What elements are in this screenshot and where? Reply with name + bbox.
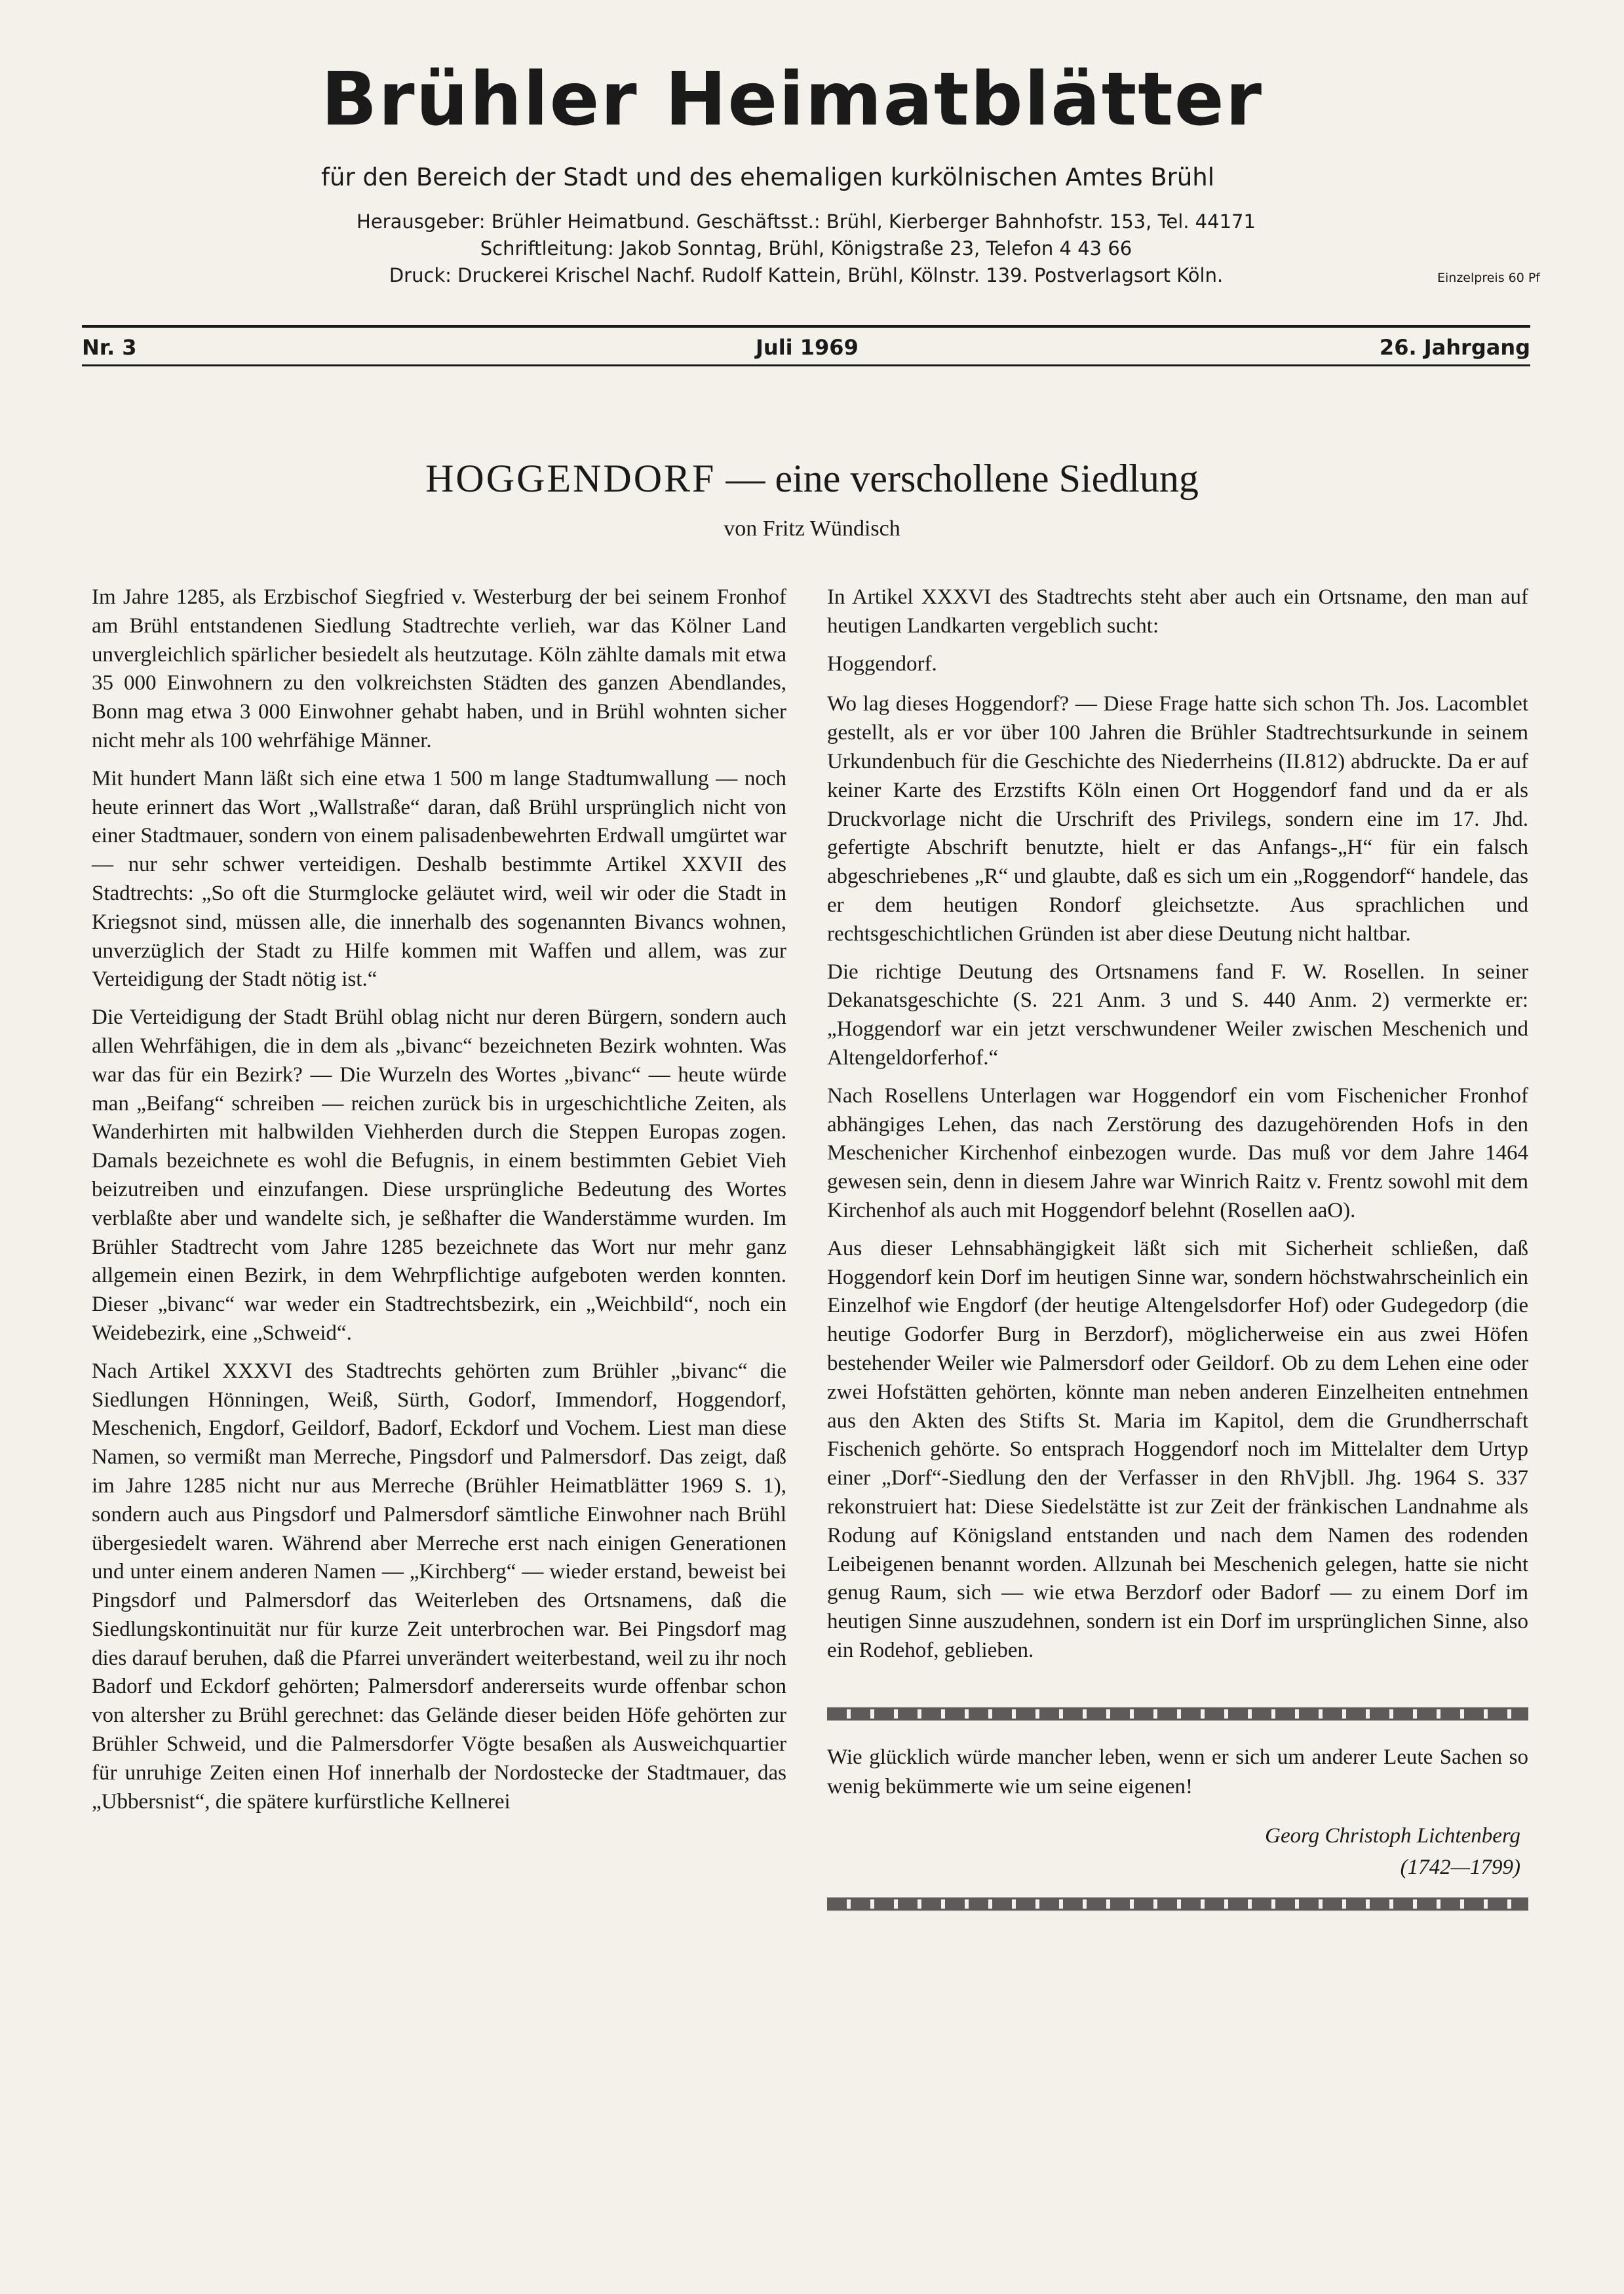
article-column-right [827,583,1528,1911]
article-column-left [92,583,786,1825]
issue-number: Nr. 3 [82,335,137,360]
ornament-divider-bottom [827,1897,1528,1911]
quote-years: (1742—1799) [1400,1855,1520,1879]
paragraph: Hoggendorf. [827,651,937,676]
paragraph: Die Verteidigung der Stadt Brühl oblag nicht nur deren Bürgern, sondern auch allen Wehrfähigen, die in dem als „bivanc“ bezeichneten Bezirk wohnten. Was war das für ein Bezirk? — Die Wurzeln des Wortes „bivanc“ — heute würde man „Beifang“ schreiben — reichen zurück bis in urgeschichtliche Zeiten, als Wanderhirten mit halbwilden Viehherden durch die Steppen Europas zogen. Damals bezeichnete es wohl die Befugnis, in einem bestimmten Gebiet Vieh beizutreiben und einzufangen. Diese ursprüngliche Bedeutung des Wortes verblaßte aber und wandelte sich, je seßhafter die Wanderstämme wurden. Im Brühler Stadtrecht vom Jahre 1285 bezeichnete das Wort nur mehr ganz allgemein einen Bezirk, in dem Wehrpflichtige aufgeboten werden konnten. Dieser „bivanc“ war weder ein Stadtrechtsbezirk, ein „Weichbild“, noch ein Weidebezirk, eine „Schweid“. [92,1005,786,1345]
quote-text: Wie glücklich würde mancher leben, wenn er sich um anderer Leute Sachen so wenig bekümmerte wie um seine eigenen! [827,1745,1528,1798]
article-title-rest: — eine verschollene Siedlung [716,457,1199,500]
paragraph: Nach Rosellens Unterlagen war Hoggendorf ein vom Fischenicher Fronhof abhängiges Lehen, das nach Zerstörung des dazugehörenden Hofs in den Meschenicher Kirchenhof einbezogen wurde. Das muß vor dem Jahre 1464 gewesen sein, denn in diesem Jahre war Winrich Raitz v. Frentz sowohl mit dem Kirchenhof als auch mit Hoggendorf belehnt (Rosellen aaO). [827,1083,1528,1222]
article-title [0,459,1624,498]
issue-volume: 26. Jahrgang [1379,335,1530,360]
single-price: Einzelpreis 60 Pf [1437,271,1540,285]
imprint-printer: Druck: Druckerei Krischel Nachf. Rudolf Kattein, Brühl, Kölnstr. 139. Postverlagsort Köln. [389,264,1224,286]
article-title-main: HOGGENDORF [425,457,716,500]
paragraph: Im Jahre 1285, als Erzbischof Siegfried v. Westerburg der bei seinem Fronhof am Brühl entstandenen Siedlung Stadtrechte verlieh, war das Kölner Land unvergleichlich spärlicher besiedelt als heutzutage. Köln zählte damals mit etwa 35 000 Einwohnern zu den volkreichsten Städten des ganzen Abendlandes, Bonn mag etwa 3 000 Einwohner gehabt haben, und in Brühl wohnten sicher nicht mehr als 100 wehrfähige Männer. [92,585,786,752]
paragraph: Nach Artikel XXXVI des Stadtrechts gehörten zum Brühler „bivanc“ die Siedlungen Hönningen, Weiß, Sürth, Godorf, Immendorf, Hoggendorf, Meschenich, Engdorf, Geildorf, Badorf, Eckdorf und Vochem. Liest man diese Namen, so vermißt man Merreche, Pingsdorf und Palmersdorf. Das zeigt, daß im Jahre 1285 nicht nur aus Merreche (Brühler Heimatblätter 1969 S. 1), sondern auch aus Pingsdorf und Palmersdorf sämtliche Einwohner nach Brühl übergesiedelt waren. Während aber Merreche erst nach einigen Generationen und unter einem anderen Namen — „Kirchberg“ — wieder erstand, beweist bei Pingsdorf und Palmersdorf das Weiterleben des Ortsnamens, daß die Siedlungskontinuität nur für kurze Zeit unterbrochen war. Bei Pingsdorf mag dies darauf beruhen, daß die Pfarrei unverändert weiterbestand, weil zu ihr noch Badorf und Eckdorf gehörten; Palmersdorf andererseits wurde offenbar schon von altersher zu Brühl gerechnet: das Gelände dieser beiden Höfe gehörten zur Brühler Schweid, und die Palmersdorfer Vögte besaßen als Ausweichquartier für unruhige Zeiten einen Hof innerhalb der Nordostecke der Stadtmauer, das „Ubbersnist“, die spätere kurfürstliche Kellnerei [92,1359,786,1814]
newspaper-subtitle: für den Bereich der Stadt und des ehemaligen kurkölnischen Amtes Brühl [321,163,1215,191]
quote-author: Georg Christoph Lichtenberg [1265,1823,1520,1848]
ornament-divider-top [827,1707,1528,1720]
paragraph: Die richtige Deutung des Ortsnamens fand F. W. Rosellen. In seiner Dekanatsgeschichte (S. 221 Anm. 3 und S. 440 Anm. 2) vermerkte er: „Hoggendorf war ein jetzt verschwundener Weiler zwischen Meschenich und Altengeldorferhof.“ [827,960,1528,1070]
top-rule [82,325,1530,328]
paragraph: In Artikel XXXVI des Stadtrechts steht aber auch ein Ortsname, den man auf heutigen Landkarten vergeblich sucht: [827,585,1528,638]
paragraph: Mit hundert Mann läßt sich eine etwa 1 500 m lange Stadtumwallung — noch heute erinnert das Wort „Wallstraße“ daran, daß Brühl ursprünglich nicht von einer Stadtmauer, sondern von einem palisadenbewehrten Erdwall umgürtet war — nur sehr schwer verteidigen. Deshalb bestimmte Artikel XXVII des Stadtrechts: „So oft die Sturmglocke geläutet wird, weil wir oder die Stadt in Kriegsnot sind, müssen alle, die innerhalb des sogenannten Bivancs wohnen, unverzüglich der Stadt zu Hilfe kommen mit Waffen und allem, was zur Verteidigung der Stadt nötig ist.“ [92,766,786,992]
imprint-publisher: Herausgeber: Brühler Heimatbund. Geschäftsst.: Brühl, Kierberger Bahnhofstr. 153, Tel. 44171 [357,210,1256,233]
issue-line [82,333,1530,362]
bottom-rule [82,364,1530,366]
issue-date: Juli 1969 [756,335,859,360]
newspaper-title: Brühler Heimatblätter [321,57,1263,142]
article-byline: von Fritz Wündisch [724,516,900,541]
imprint-editor: Schriftleitung: Jakob Sonntag, Brühl, Königstraße 23, Telefon 4 43 66 [480,237,1132,260]
paragraph: Aus dieser Lehnsabhängigkeit läßt sich mit Sicherheit schließen, daß Hoggendorf kein Dorf im heutigen Sinne war, sondern höchstwahrscheinlich ein Einzelhof wie Engdorf (der heutige Altengelsdorfer Hof) oder Gudegedorp (die heutige Godorfer Burg in Berzdorf), möglicherweise ein aus zwei Höfen bestehender Weiler wie Palmersdorf oder Geildorf. Ob zu dem Lehen eine oder zwei Hofstätten gehörten, könnte man neben anderen Einzelheiten entnehmen aus den Akten des Stifts St. Maria im Kapitol, dem die Grundherrschaft Fischenich gehörte. So entsprach Hoggendorf noch im Mittelalter dem Urtyp einer „Dorf“-Siedlung den der Verfasser in den RhVjbll. Jhg. 1964 S. 337 rekonstruiert hat: Diese Siedelstätte ist zur Zeit der fränkischen Landnahme als Rodung auf Königsland entstanden und nach dem Namen des rodenden Leibeigenen benannt worden. Allzunah bei Meschenich gelegen, hatte sie nicht genug Raum, sich — wie etwa Berzdorf oder Badorf — zu einem Dorf im heutigen Sinne auszudehnen, sondern ist ein Dorf im ursprünglichen Sinne, also ein Rodehof, geblieben. [827,1236,1528,1662]
paragraph: Wo lag dieses Hoggendorf? — Diese Frage hatte sich schon Th. Jos. Lacomblet gestellt, als er vor über 100 Jahren die Brühler Stadtrechtsurkunde in seinem Urkundenbuch für die Geschichte des Niederrheins (II.812) abdruckte. Da er auf keiner Karte des Erzstifts Köln einen Ort Hoggendorf fand und da er als Druckvorlage nicht die Urschrift des Privilegs, sondern eine im 17. Jhd. gefertigte Abschrift benutzte, hielt er das Anfangs-„H“ für ein falsch abgeschriebenes „R“ und glaubte, daß es sich um ein „Roggendorf“ handele, das er dem heutigen Rondorf gleichsetzte. Aus sprachlichen und rechtsgeschichtlichen Gründen ist aber diese Deutung nicht haltbar. [827,692,1528,946]
imprint [321,208,1304,289]
